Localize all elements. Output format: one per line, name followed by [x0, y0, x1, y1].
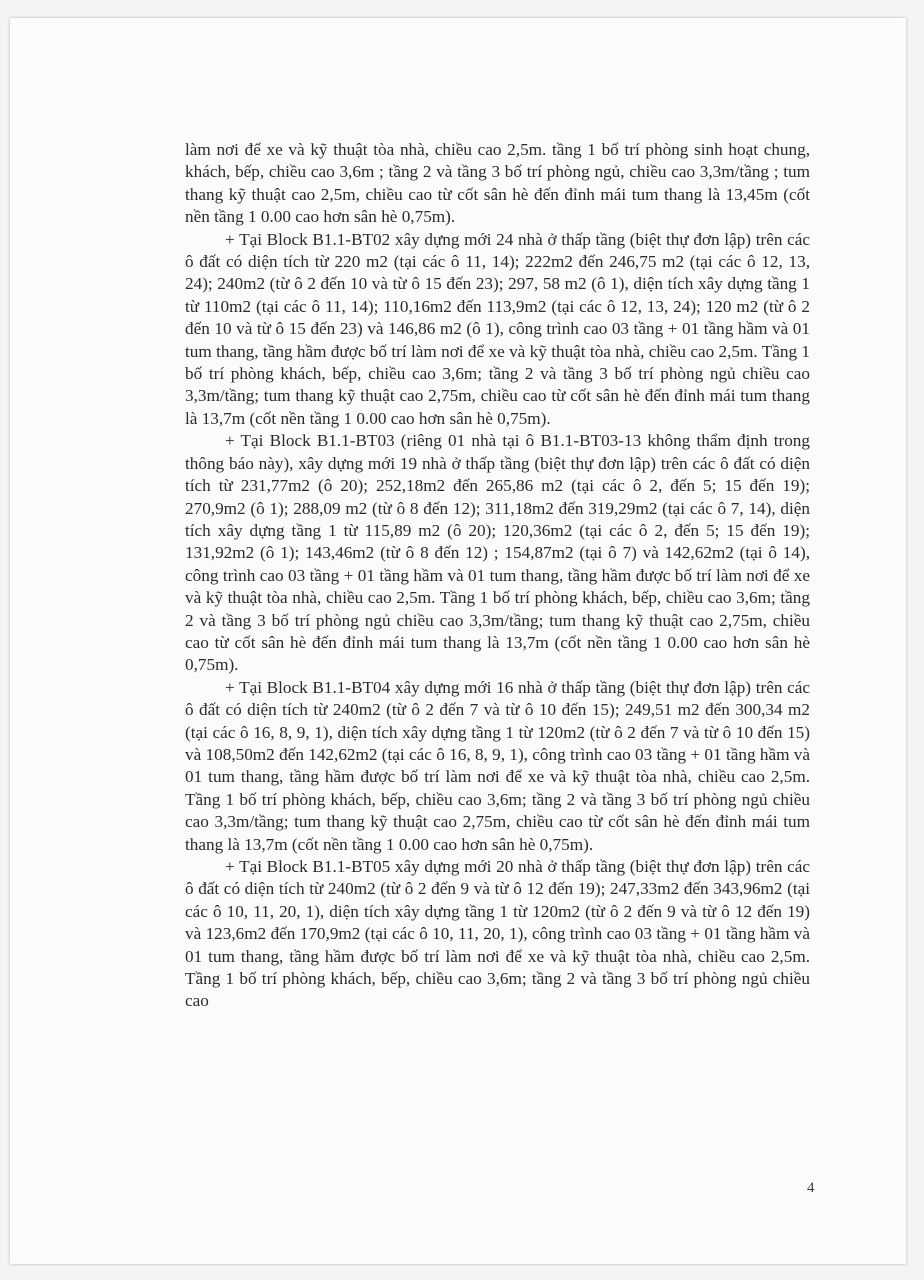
- paragraph-block-bt03: + Tại Block B1.1-BT03 (riêng 01 nhà tại ô B1.1-BT03-13 không thẩm định trong thông báo này), xây dựng mới 19 nhà ở thấp tầng (biệt thự đơn lập) trên các ô đất có diện tích từ 231,77m2 (ô 20); 252,18m2 đến 265,86 m2 (tại các ô 2, đến 5; 15 đến 19); 270,9m2 (ô 1); 288,09 m2 (từ ô 8 đến 12); 311,18m2 đến 319,29m2 (tại các ô 7, 14), diện tích xây dựng tầng 1 từ 115,89 m2 (ô 20); 120,36m2 (tại các ô 2, đến 5; 15 đến 19); 131,92m2 (ô 1); 143,46m2 (từ ô 8 đến 12) ; 154,87m2 (tại ô 7) và 142,62m2 (tại ô 14), công trình cao 03 tầng + 01 tầng hầm và 01 tum thang, tầng hầm được bố trí làm nơi để xe và kỹ thuật tòa nhà, chiều cao 2,5m. Tầng 1 bố trí phòng khách, bếp, chiều cao 3,6m; tầng 2 và tầng 3 bố trí phòng ngủ chiều cao 3,3m/tầng; tum thang kỹ thuật cao 2,75m, chiều cao từ cốt sân hè đến đỉnh mái tum thang là 13,7m (cốt nền tầng 1 0.00 cao hơn sân hè 0,75m).: [185, 431, 810, 675]
- document-body: [185, 139, 810, 1013]
- paragraph-block-bt05: + Tại Block B1.1-BT05 xây dựng mới 20 nhà ở thấp tầng (biệt thự đơn lập) trên các ô đất có diện tích từ 240m2 (từ ô 2 đến 9 và từ ô 12 đến 19); 247,33m2 đến 343,96m2 (tại các ô 10, 11, 20, 1), diện tích xây dựng tầng 1 từ 120m2 (từ ô 2 đến 9 và từ ô 12 đến 19) và 123,6m2 đến 170,9m2 (tại các ô 10, 11, 20, 1), công trình cao 03 tầng + 01 tầng hầm và 01 tum thang, tầng hầm được bố trí làm nơi để xe và kỹ thuật tòa nhà, chiều cao 2,5m. Tầng 1 bố trí phòng khách, bếp, chiều cao 3,6m; tầng 2 và tầng 3 bố trí phòng ngủ chiều cao: [185, 857, 810, 1011]
- paragraph-block-bt02: + Tại Block B1.1-BT02 xây dựng mới 24 nhà ở thấp tầng (biệt thự đơn lập) trên các ô đất có diện tích từ 220 m2 (tại các ô 11, 14); 222m2 đến 246,75 m2 (tại các ô 12, 13, 24); 240m2 (từ ô 2 đến 10 và từ ô 15 đến 23); 297, 58 m2 (ô 1), diện tích xây dựng tầng 1 từ 110m2 (tại các ô 11, 14); 110,16m2 đến 113,9m2 (tại các ô 12, 13, 24); 120 m2 (từ ô 2 đến 10 và từ ô 15 đến 23) và 146,86 m2 (ô 1), công trình cao 03 tầng + 01 tầng hầm và 01 tum thang, tầng hầm được bố trí làm nơi để xe và kỹ thuật tòa nhà, chiều cao 2,5m. Tầng 1 bố trí phòng khách, bếp, chiều cao 3,6m; tầng 2 và tầng 3 bố trí phòng ngủ chiều cao 3,3m/tầng; tum thang kỹ thuật cao 2,75m, chiều cao từ cốt sân hè đến đỉnh mái tum thang là 13,7m (cốt nền tầng 1 0.00 cao hơn sân hè 0,75m).: [185, 229, 810, 428]
- document-page: [10, 18, 906, 1264]
- paragraph-block-bt04: + Tại Block B1.1-BT04 xây dựng mới 16 nhà ở thấp tầng (biệt thự đơn lập) trên các ô đất có diện tích từ 240m2 (từ ô 2 đến 7 và từ ô 10 đến 15); 249,51 m2 đến 300,34 m2 (tại các ô 16, 8, 9, 1), diện tích xây dựng tầng 1 từ 120m2 (từ ô 2 đến 7 và từ ô 10 đến 15) và 108,50m2 đến 142,62m2 (tại các ô 16, 8, 9, 1), công trình cao 03 tầng + 01 tầng hầm và 01 tum thang, tầng hầm được bố trí làm nơi để xe và kỹ thuật tòa nhà, chiều cao 2,5m. Tầng 1 bố trí phòng khách, bếp, chiều cao 3,6m; tầng 2 và tầng 3 bố trí phòng ngủ chiều cao 3,3m/tầng; tum thang kỹ thuật cao 2,75m, chiều cao từ cốt sân hè đến đỉnh mái tum thang là 13,7m (cốt nền tầng 1 0.00 cao hơn sân hè 0,75m).: [185, 677, 810, 854]
- paragraph-continuation: làm nơi để xe và kỹ thuật tòa nhà, chiều cao 2,5m. tầng 1 bố trí phòng sinh hoạt chung, khách, bếp, chiều cao 3,6m ; tầng 2 và tầng 3 bố trí phòng ngủ, chiều cao 3,3m/tầng ; tum thang kỹ thuật cao 2,5m, chiều cao từ cốt sân hè đến đỉnh mái tum thang là 13,45m (cốt nền tầng 1 0.00 cao hơn sân hè 0,75m).: [185, 140, 810, 227]
- page-number: 4: [807, 1180, 815, 1196]
